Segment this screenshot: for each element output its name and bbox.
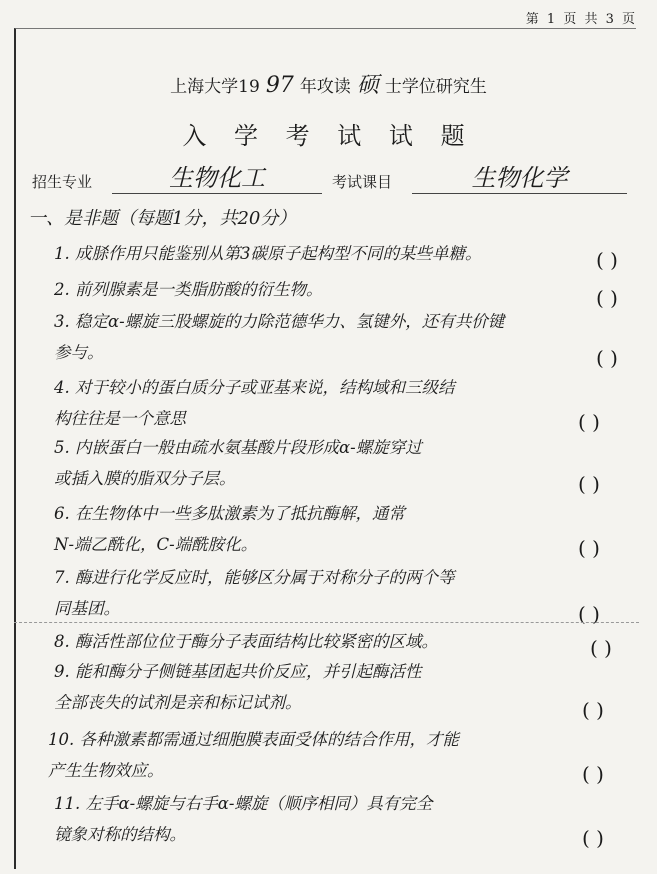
header-suffix: 士学位研究生: [384, 77, 487, 97]
question-item: 11. 左手α-螺旋与右手α-螺旋（顺序相同）具有完全 镜象对称的结构。: [54, 794, 433, 844]
question-item: 10. 各种激素都需通过细胞膜表面受体的结合作用，才能 产生生物效应。: [48, 730, 459, 780]
question-item: 9. 能和酶分子侧链基团起共价反应，并引起酶活性 全部丧失的试剂是亲和标记试剂。: [54, 662, 422, 712]
question-item: 5. 内嵌蛋白一般由疏水氨基酸片段形成α-螺旋穿过 或插入膜的脂双分子层。: [54, 438, 422, 488]
page-number: 第 1 页 共 3 页: [525, 12, 637, 27]
question-item: 6. 在生物体中一些多肽激素为了抵抗酶解，通常 N-端乙酰化，C-端酰胺化。: [54, 504, 405, 554]
major-value: 生物化工: [112, 158, 322, 194]
answer-paren: ( ): [596, 286, 618, 310]
major-course-row: [32, 162, 632, 196]
answer-paren: ( ): [578, 472, 600, 496]
question-item: 4. 对于较小的蛋白质分子或亚基来说，结构域和三级结 构往往是一个意思: [54, 378, 455, 428]
section-title: 一、是非题（每题1分，共20分）: [28, 208, 297, 229]
question-item: 3. 稳定α-螺旋三股螺旋的力除范德华力、氢键外，还有共价键 参与。: [54, 312, 505, 362]
course-value: 生物化学: [412, 158, 627, 194]
header-degree: 硕: [356, 73, 379, 98]
header-year: 97: [265, 73, 294, 98]
answer-paren: ( ): [596, 346, 618, 370]
answer-paren: ( ): [578, 410, 600, 434]
answer-paren: ( ): [578, 536, 600, 560]
question-item: 8. 酶活性部位位于酶分子表面结构比较紧密的区域。: [54, 632, 438, 651]
answer-paren: ( ): [590, 636, 612, 660]
exam-header: [0, 68, 657, 99]
answer-paren: ( ): [596, 248, 618, 272]
header-prefix: 上海大学19: [170, 77, 260, 97]
question-item: 1. 成脎作用只能鉴别从第3碳原子起构型不同的某些单糖。: [54, 244, 482, 263]
answer-paren: ( ): [582, 698, 604, 722]
exam-title: 入 学 考 试 试 题: [182, 122, 475, 150]
question-item: 7. 酶进行化学反应时，能够区分属于对称分子的两个等 同基团。: [54, 568, 455, 618]
course-label: 考试课目: [332, 173, 393, 191]
question-item: 2. 前列腺素是一类脂肪酸的衍生物。: [54, 280, 323, 299]
answer-paren: ( ): [582, 762, 604, 786]
answer-paren: ( ): [582, 826, 604, 850]
divider: [14, 622, 639, 623]
major-label: 招生专业: [32, 173, 93, 191]
answer-paren: ( ): [578, 602, 600, 626]
header-middle: 年攻读: [299, 77, 351, 97]
